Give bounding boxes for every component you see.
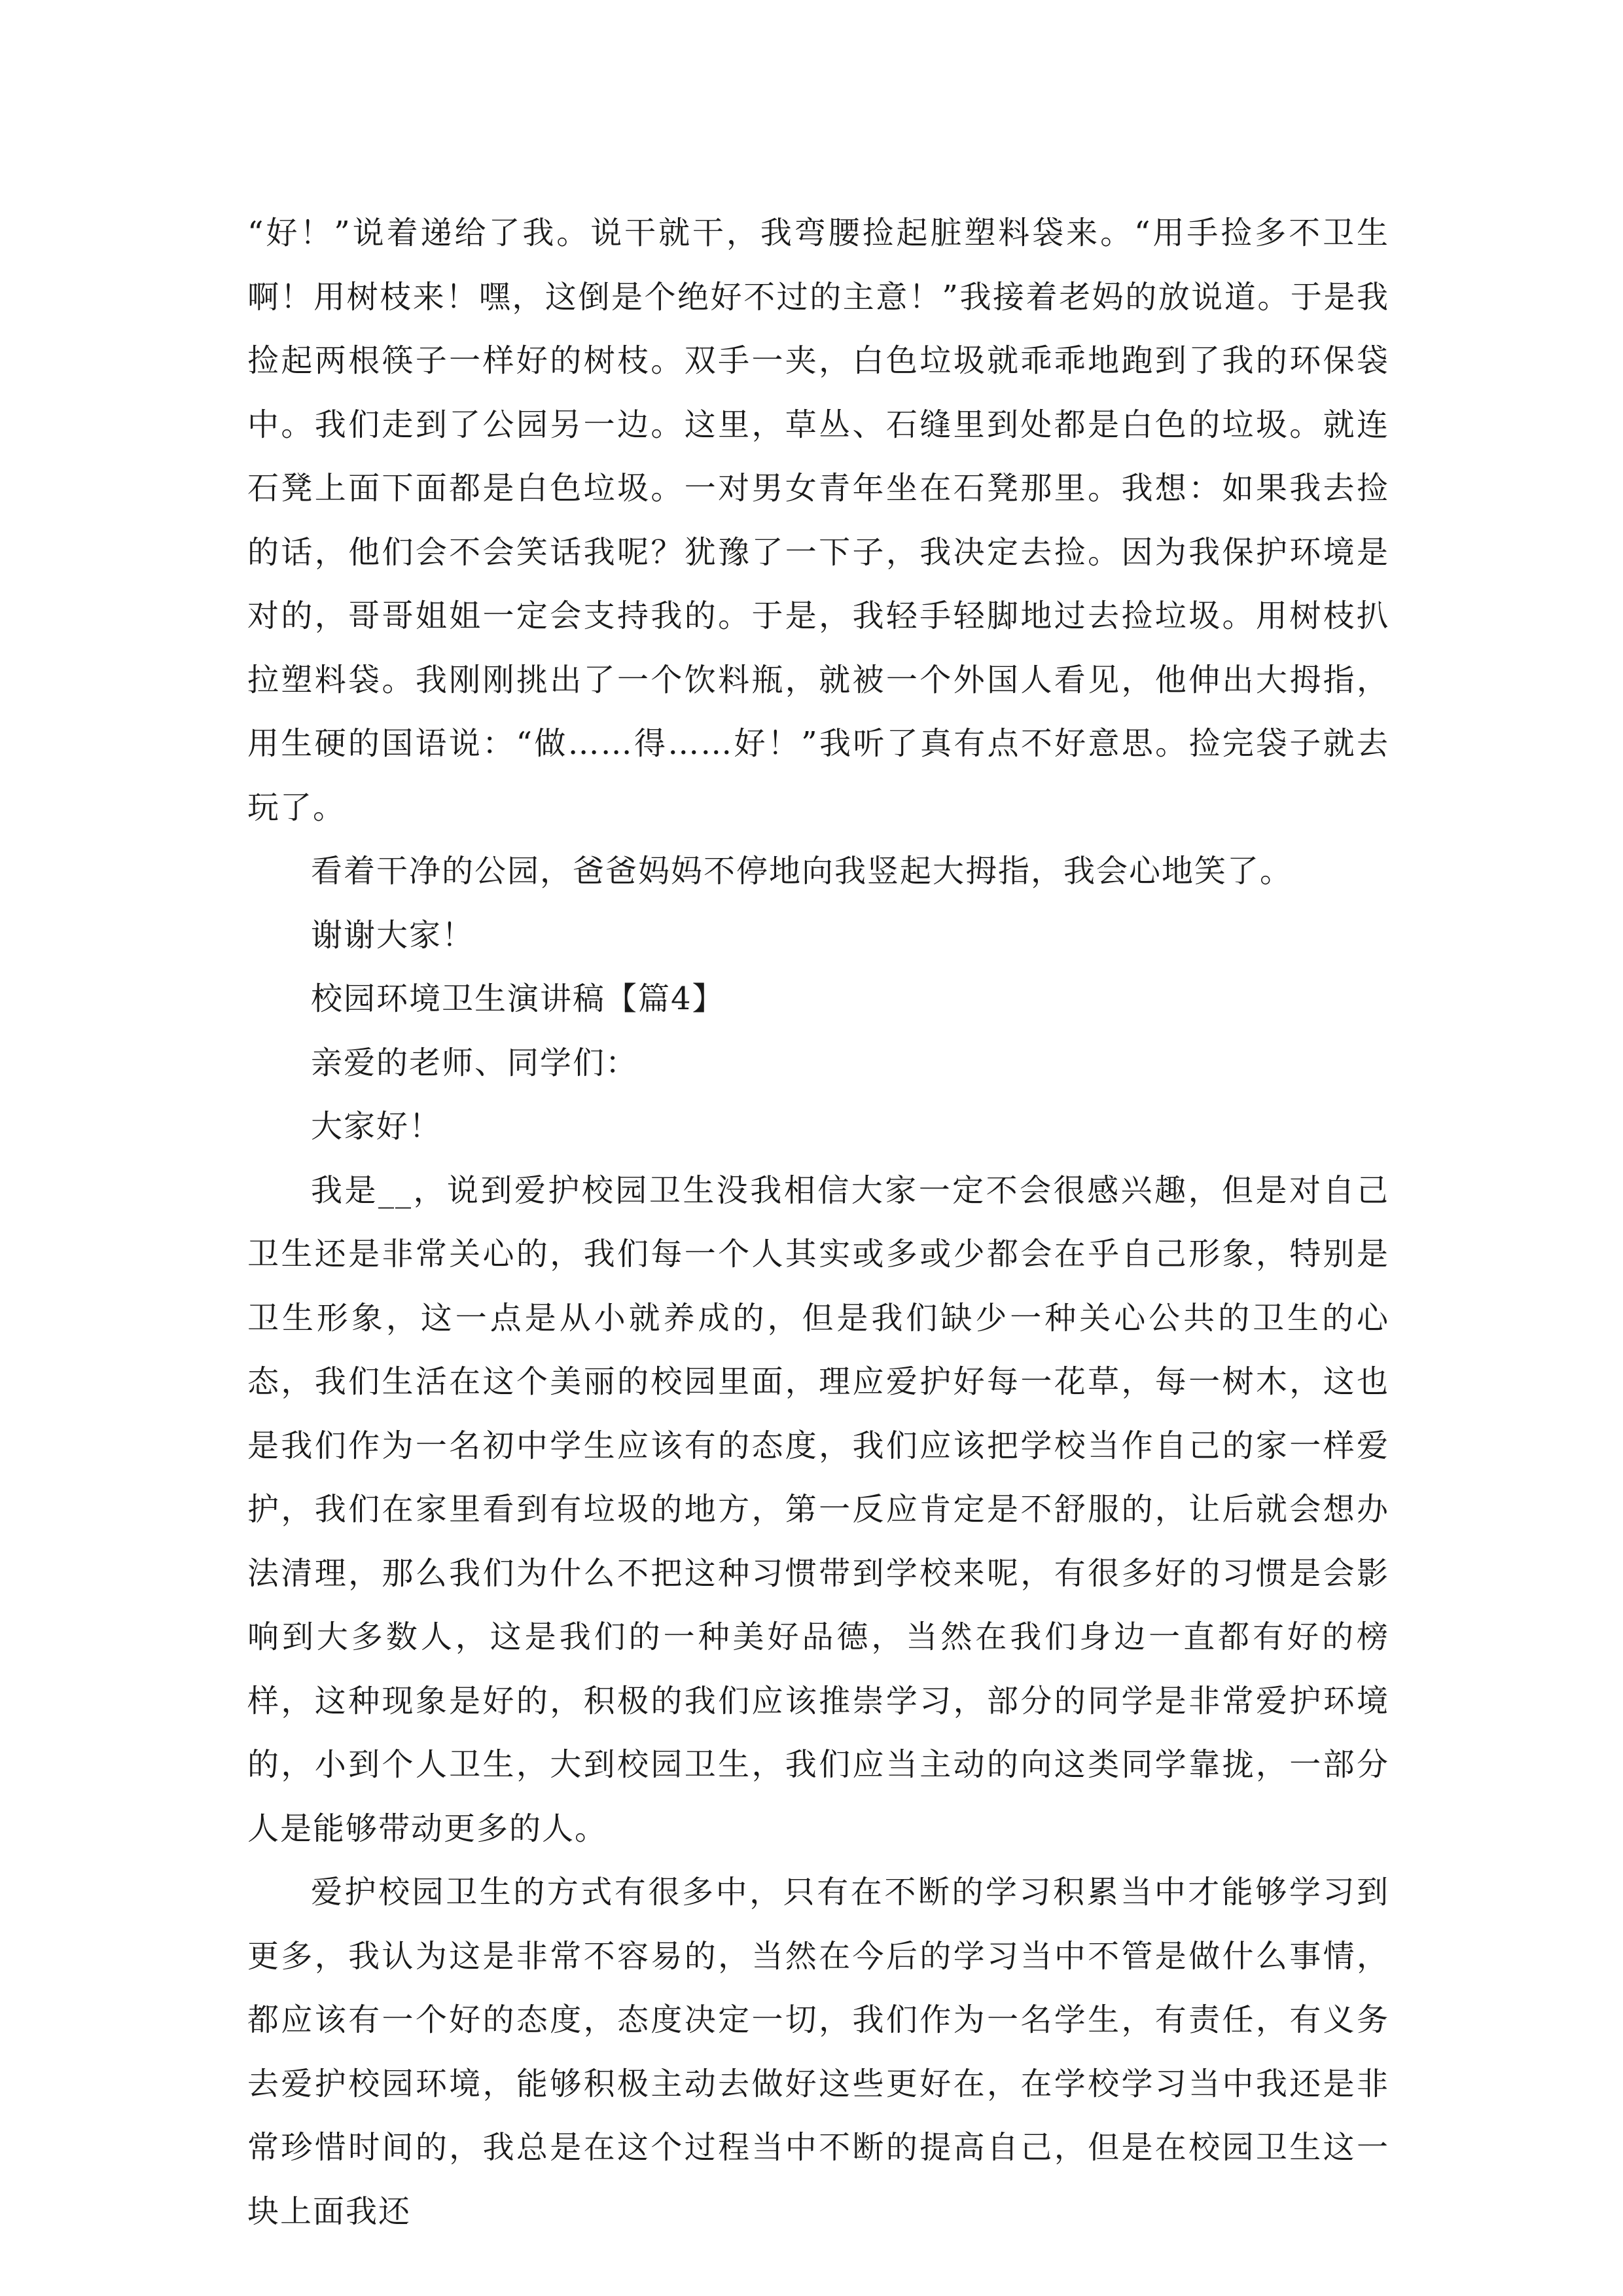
- paragraph-body-1: 我是__，说到爱护校园卫生没我相信大家一定不会很感兴趣，但是对自己卫生还是非常关心的，我们每一个人其实或多或少都会在乎自己形象，特别是卫生形象，这一点是从小就养成的，但是我们缺少一种关心公共的卫生的心态，我们生活在这个美丽的校园里面，理应爱护好每一花草，每一树木，这也是我们作为一名初中学生应该有的态度，我们应该把学校当作自己的家一样爱护，我们在家里看到有垃圾的地方，第一反应肯定是不舒服的，让后就会想办法清理，那么我们为什么不把这种习惯带到学校来呢，有很多好的习惯是会影响到大多数人，这是我们的一种美好品德，当然在我们身边一直都有好的榜样，这种现象是好的，积极的我们应该推崇学习，部分的同学是非常爱护环境的，小到个人卫生，大到校园卫生，我们应当主动的向这类同学靠拢，一部分人是能够带动更多的人。: [247, 1172, 1389, 1847]
- paragraph-continuation: “好！”说着递给了我。说干就干，我弯腰捡起脏塑料袋来。“用手捡多不卫生啊！用树枝来！嘿，这倒是个绝好不过的主意！”我接着老妈的放说道。于是我捡起两根筷子一样好的树枝。双手一夹，白色垃圾就乖乖地跑到了我的环保袋中。我们走到了公园另一边。这里，草丛、石缝里到处都是白色的垃圾。就连石凳上面下面都是白色垃圾。一对男女青年坐在石凳那里。我想：如果我去捡的话，他们会不会笑话我呢？犹豫了一下子，我决定去捡。因为我保护环境是对的，哥哥姐姐一定会支持我的。于是，我轻手轻脚地过去捡垃圾。用树枝扒拉塑料袋。我刚刚挑出了一个饮料瓶，就被一个外国人看见，他伸出大拇指，用生硬的国语说：“做……得……好！”我听了真有点不好意思。捡完袋子就去玩了。: [247, 215, 1389, 826]
- greeting: 大家好！: [311, 1108, 442, 1145]
- salutation: 亲爱的老师、同学们：: [311, 1044, 639, 1081]
- paragraph-body-2: 爱护校园卫生的方式有很多中，只有在不断的学习积累当中才能够学习到更多，我认为这是非常不容易的，当然在今后的学习当中不管是做什么事情，都应该有一个好的态度，态度决定一切，我们作为一名学生，有责任，有义务去爱护校园环境，能够积极主动去做好这些更好在，在学校学习当中我还是非常珍惜时间的，我总是在这个过程当中不断的提高自己，但是在校园卫生这一块上面我还: [247, 1874, 1389, 2230]
- paragraph-thanks: 谢谢大家！: [311, 916, 475, 954]
- document-body: [247, 202, 1389, 2244]
- section-heading: 校园环境卫生演讲稿【篇4】: [311, 980, 725, 1017]
- paragraph-closing-scene: 看着干净的公园，爸爸妈妈不停地向我竖起大拇指，我会心地笑了。: [311, 853, 1293, 889]
